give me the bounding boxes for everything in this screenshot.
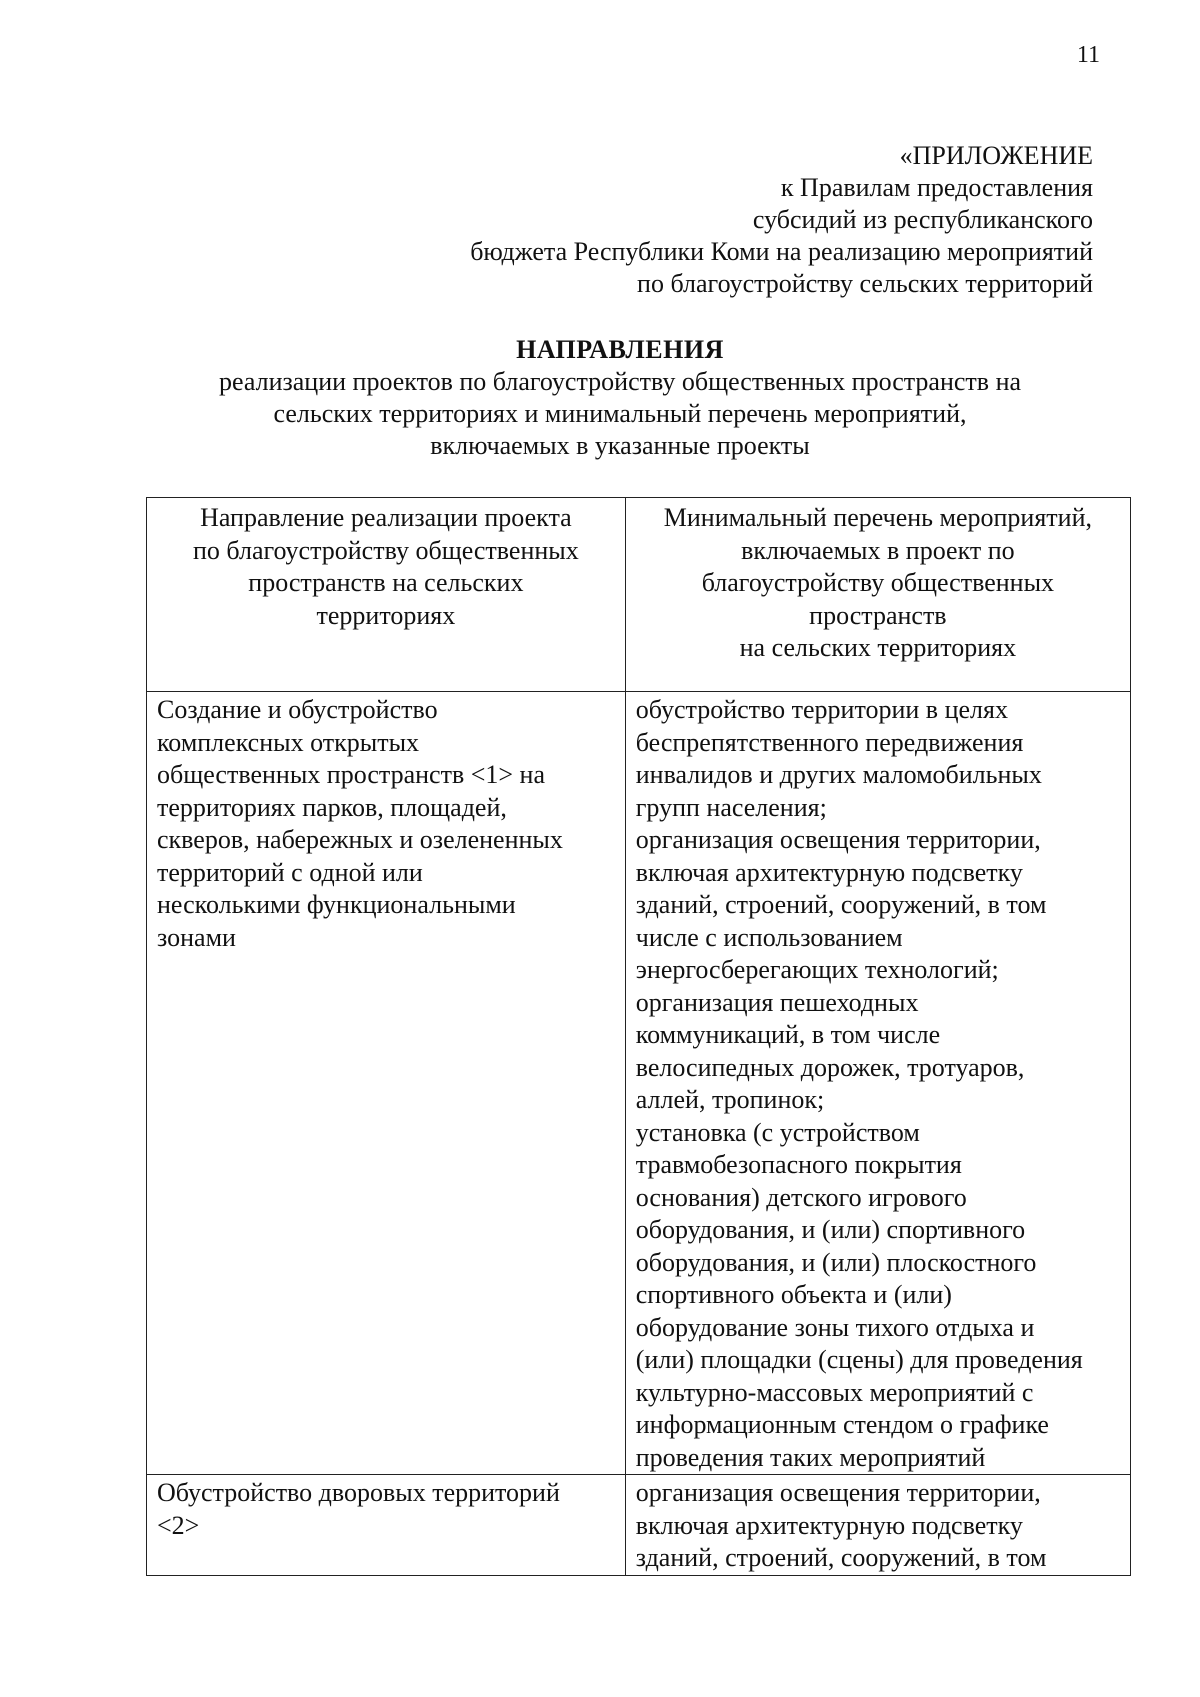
cell-line: беспрепятственного передвижения <box>635 727 1024 757</box>
header-line: пространств <box>809 600 947 630</box>
cell-line: энергосберегающих технологий; <box>635 955 999 984</box>
cell-line: спортивного объекта и (или) <box>635 1280 952 1309</box>
subtitle-line: включаемых в указанные проекты <box>430 431 810 460</box>
cell-line: зданий, строений, сооружений, в том <box>635 890 1047 919</box>
cell-line: организация освещения территории, <box>635 825 1041 854</box>
cell-line: основания) детского игрового <box>635 1182 967 1212</box>
header-line: территориях <box>316 600 456 630</box>
cell-line: организация пешеходных <box>635 987 919 1017</box>
cell-line: зонами <box>157 922 236 952</box>
cell-line: обустройство территории в целях <box>635 695 1008 724</box>
column-header-measures <box>625 498 1130 692</box>
cell-line: <2> <box>157 1510 200 1540</box>
table-row <box>147 1475 1131 1576</box>
cell-line: организация освещения территории, <box>635 1478 1041 1507</box>
cell-line: несколькими функциональными <box>157 890 516 919</box>
cell-line: включая архитектурную подсветку <box>635 857 1023 887</box>
cell-line: оборудования, и (или) плоскостного <box>635 1247 1037 1277</box>
appendix-reference <box>300 140 1093 300</box>
header-line: включаемых в проект по <box>741 535 1015 565</box>
cell-line: (или) площадки (сцены) для проведения <box>635 1345 1083 1374</box>
page-number: 11 <box>1076 42 1100 68</box>
cell-line: культурно-массовых мероприятий с <box>635 1377 1034 1407</box>
cell-line: велосипедных дорожек, тротуаров, <box>635 1052 1025 1082</box>
cell-line: территориях парков, площадей, <box>157 792 507 822</box>
cell-line: Создание и обустройство <box>157 695 438 724</box>
cell-line: травмобезопасного покрытия <box>635 1150 962 1179</box>
cell-line: аллей, тропинок; <box>635 1085 825 1114</box>
measures-cell <box>625 692 1130 1475</box>
cell-line: числе с использованием <box>635 922 903 952</box>
cell-line: Обустройство дворовых территорий <box>157 1478 560 1507</box>
cell-line: зданий, строений, сооружений, в том <box>635 1543 1047 1572</box>
cell-line: оборудование зоны тихого отдыха и <box>635 1312 1035 1342</box>
appendix-line: субсидий из республиканского <box>752 205 1093 234</box>
measures-cell <box>625 1475 1130 1576</box>
header-line: по благоустройству общественных <box>193 535 579 565</box>
cell-line: комплексных открытых <box>157 727 420 757</box>
appendix-line: по благоустройству сельских территорий <box>637 269 1093 298</box>
direction-cell <box>147 692 626 1475</box>
table-row <box>147 692 1131 1475</box>
cell-line: инвалидов и других маломобильных <box>635 760 1042 789</box>
header-line: благоустройству общественных <box>701 568 1055 597</box>
directions-table <box>146 497 1131 1576</box>
cell-line: общественных пространств <1> на <box>157 760 545 789</box>
appendix-line: к Правилам предоставления <box>780 173 1093 202</box>
direction-cell <box>147 1475 626 1576</box>
cell-line: проведения таких мероприятий <box>635 1442 986 1472</box>
appendix-line: «ПРИЛОЖЕНИЕ <box>899 141 1093 170</box>
header-line: Направление реализации проекта <box>200 503 572 532</box>
cell-line: скверов, набережных и озелененных <box>157 825 563 854</box>
cell-line: групп населения; <box>635 792 827 822</box>
subtitle-line: реализации проектов по благоустройству общественных пространств на <box>218 367 1022 396</box>
subtitle-line: сельских территориях и минимальный перечень мероприятий, <box>273 399 967 428</box>
column-header-direction <box>147 498 626 692</box>
header-line: на сельских территориях <box>739 633 1017 662</box>
cell-line: информационным стендом о графике <box>635 1410 1049 1439</box>
appendix-line: бюджета Республики Коми на реализацию мероприятий <box>470 237 1093 266</box>
header-line: Минимальный перечень мероприятий, <box>663 503 1092 532</box>
document-title: НАПРАВЛЕНИЯ <box>516 335 724 364</box>
cell-line: установка (с устройством <box>635 1117 920 1147</box>
cell-line: оборудования, и (или) спортивного <box>635 1215 1026 1244</box>
cell-line: коммуникаций, в том числе <box>635 1020 941 1049</box>
cell-line: территорий с одной или <box>157 857 423 887</box>
table-header-row <box>147 498 1131 692</box>
cell-line: включая архитектурную подсветку <box>635 1510 1023 1540</box>
document-heading <box>150 334 1090 462</box>
header-line: пространств на сельских <box>248 568 524 597</box>
document-subtitle <box>150 366 1090 462</box>
